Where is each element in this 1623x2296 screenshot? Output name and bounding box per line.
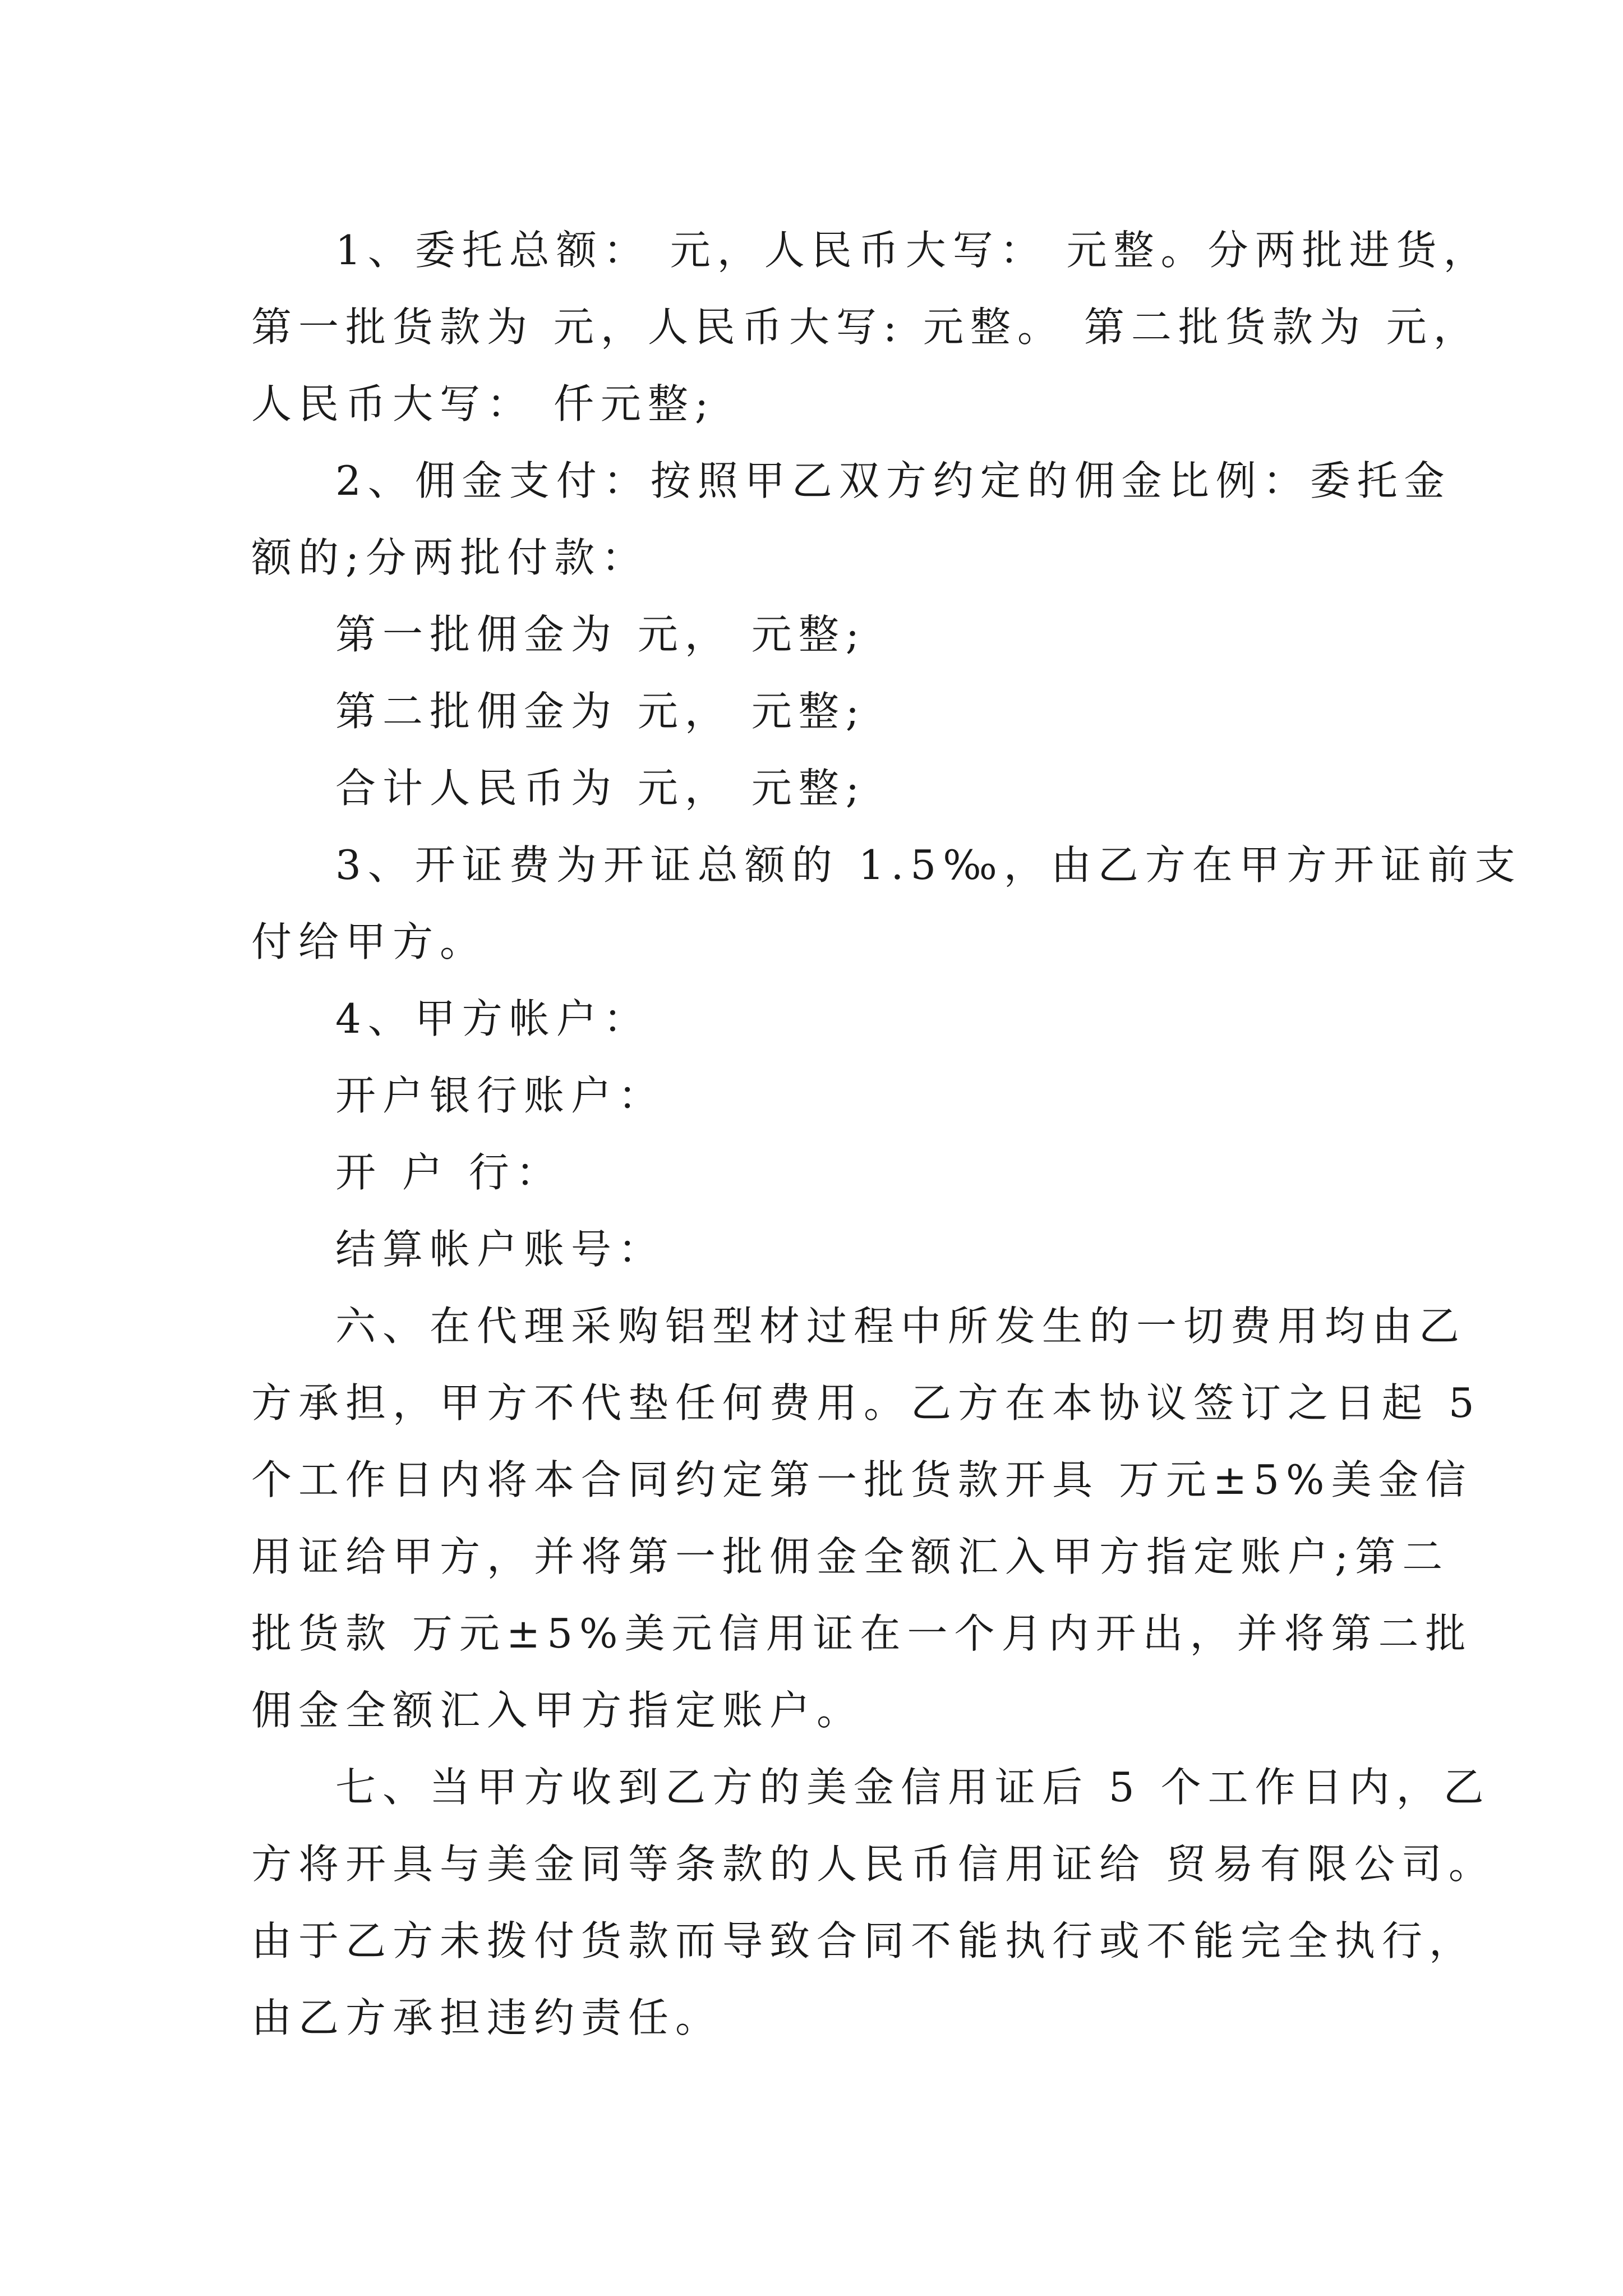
text-line: 用证给甲方，并将第一批佣金全额汇入甲方指定账户;第二 [251,1533,1450,1580]
text-line: 批货款 万元±5%美元信用证在一个月内开出，并将第二批 [251,1610,1473,1657]
text-line: 额的;分两批付款： [251,534,649,581]
text-line: 人民币大写： 仟元整; [251,380,716,427]
text-line: 开户银行账户： [335,1072,666,1119]
text-line: 2、佣金支付：按照甲乙双方约定的佣金比例：委托金 [335,457,1451,504]
text-line: 3、开证费为开证总额的 1.5‰，由乙方在甲方开证前支 [335,841,1522,889]
text-line: 方将开具与美金同等条款的人民币信用证给 贸易有限公司。 [251,1841,1496,1888]
text-line: 由乙方承担违约责任。 [251,1994,723,2041]
text-line: 付给甲方。 [251,918,487,965]
text-line: 六、在代理采购铝型材过程中所发生的一切费用均由乙 [335,1303,1467,1350]
text-line: 合计人民币为 元， 元整; [335,765,866,812]
text-line: 结算帐户账号： [335,1226,666,1273]
document-body [251,212,1522,2056]
text-line: 1、委托总额： 元，人民币大写： 元整。分两批进货， [335,227,1491,274]
text-line: 4、甲方帐户： [335,995,651,1042]
text-line: 第一批货款为 元，人民币大写: 元整。 第二批货款为 元， [251,303,1481,351]
text-line: 七、当甲方收到乙方的美金信用证后 5 个工作日内，乙 [335,1764,1491,1811]
text-line: 方承担，甲方不代垫任何费用。乙方在本协议签订之日起 5 [251,1379,1481,1427]
text-line: 佣金全额汇入甲方指定账户。 [251,1687,864,1734]
text-line: 由于乙方未拨付货款而导致合同不能执行或不能完全执行， [251,1917,1477,1964]
text-line: 第一批佣金为 元， 元整; [335,611,866,658]
text-line: 第二批佣金为 元， 元整; [335,688,866,735]
text-line: 个工作日内将本合同约定第一批货款开具 万元±5%美金信 [251,1456,1473,1503]
text-line: 开 户 行： [335,1149,563,1196]
